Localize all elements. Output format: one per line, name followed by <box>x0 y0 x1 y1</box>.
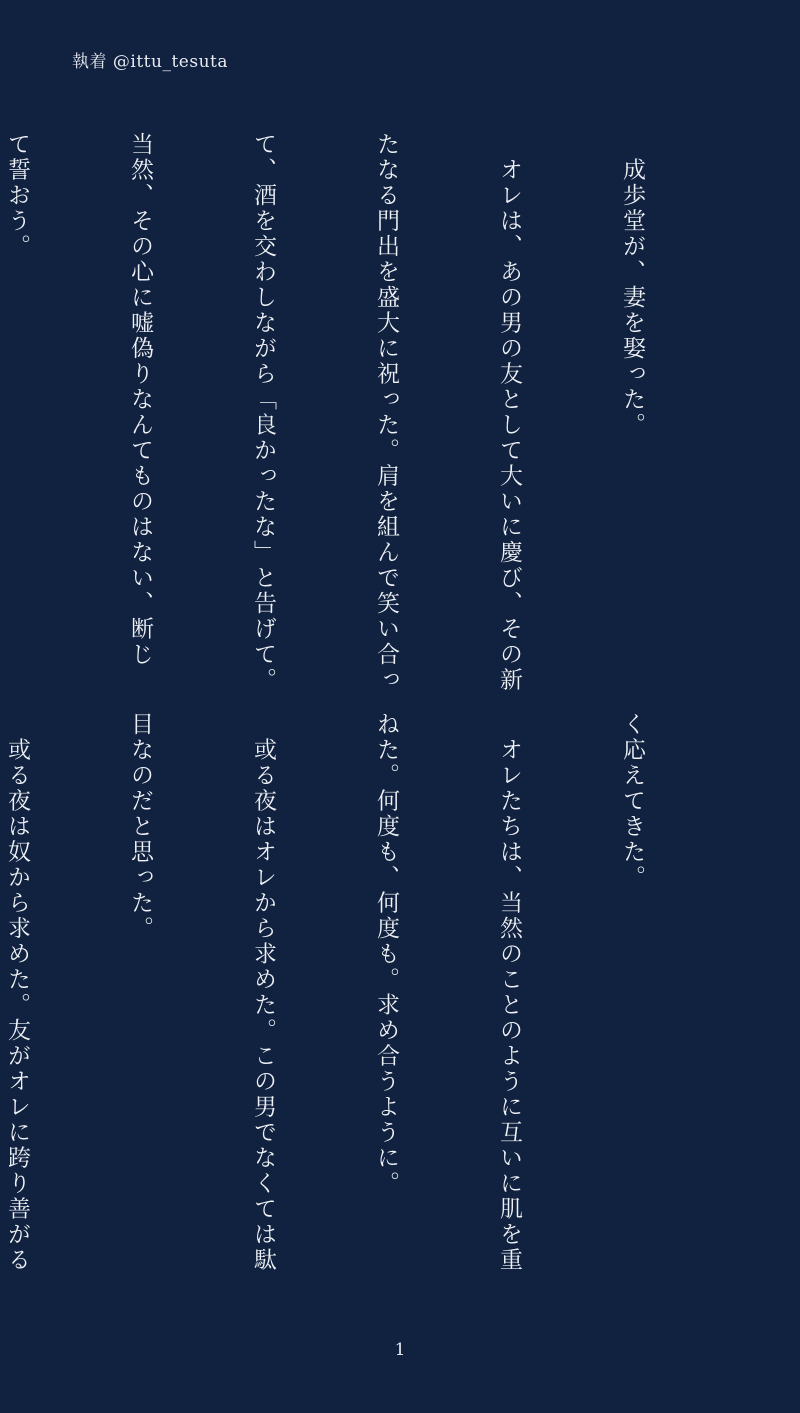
text-block-top <box>0 132 734 692</box>
text-line: オレたちは、当然のことのように互いに肌を重 <box>496 712 522 1273</box>
page-header: 執着 @ittu_tesuta <box>72 52 228 72</box>
text-line: く応えてきた。 <box>619 712 645 891</box>
text-line: 或る夜は奴から求めた。友がオレに跨り善がる <box>4 712 30 1273</box>
text-line: て、酒を交わしながら「良かったな」と告げて。 <box>250 132 276 693</box>
text-line: て誓おう。 <box>4 132 30 260</box>
page-number: 1 <box>394 1340 406 1360</box>
text-line: 目なのだと思った。 <box>127 712 153 942</box>
text-block-bottom <box>0 712 734 1312</box>
text-line: オレは、あの男の友として大いに慶び、その新 <box>496 132 522 693</box>
text-line: たなる門出を盛大に祝った。肩を組んで笑い合っ <box>373 132 399 693</box>
text-line: 当然、その心に嘘偽りなんてものはない、断じ <box>127 132 153 668</box>
text-line: 或る夜はオレから求めた。この男でなくては駄 <box>250 712 276 1273</box>
text-line: 成歩堂が、妻を娶った。 <box>619 132 645 438</box>
text-line: ねた。何度も、何度も。求め合うように。 <box>373 712 399 1197</box>
